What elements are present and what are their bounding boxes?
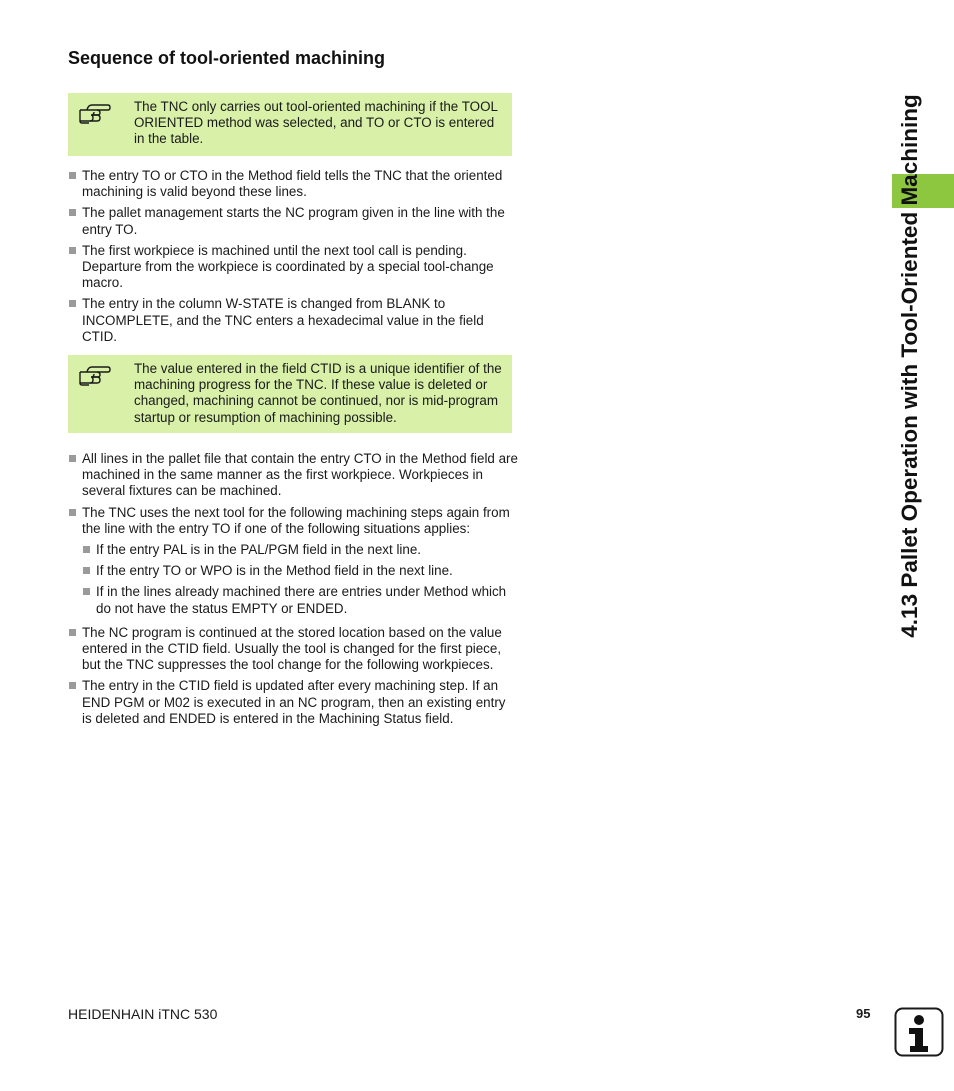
bullet-square-icon [69, 172, 76, 179]
note-box-2 [68, 355, 512, 433]
bullet-list-1 [68, 168, 518, 350]
list-item: The entry in the column W-STATE is changed from BLANK to INCOMPLETE, and the TNC enters a hexadecimal value in the field CTID. [68, 296, 518, 345]
section-heading: Sequence of tool-oriented machining [68, 48, 386, 68]
sub-list [68, 542, 518, 617]
bullet-square-icon [69, 209, 76, 216]
sub-list-item: If the entry TO or WPO is in the Method field in the next line. [82, 563, 518, 579]
pointing-hand-icon [78, 101, 112, 125]
bullet-square-icon [69, 455, 76, 462]
note-box-1 [68, 93, 512, 156]
bullet-square-icon [69, 247, 76, 254]
bullet-square-icon [83, 546, 90, 553]
note-text-2: The value entered in the field CTID is a unique identifier of the machining progress for the TNC. If these value is deleted or changed, machining cannot be continued, nor is mid-program startup or resumption of machining possible. [134, 361, 502, 425]
footer-product: HEIDENHAIN iTNC 530 [68, 1006, 218, 1022]
list-item: All lines in the pallet file that contain the entry CTO in the Method field are machined in the same manner as the first workpiece. Workpieces in several fixtures can be machined. [68, 451, 518, 500]
bullet-square-icon [69, 682, 76, 689]
list-item: The first workpiece is machined until the next tool call is pending. Departure from the workpiece is coordinated by a special tool-change macro. [68, 243, 518, 292]
bullet-square-icon [69, 300, 76, 307]
bullet-list-2 [68, 451, 518, 732]
note-text-1: The TNC only carries out tool-oriented machining if the TOOL ORIENTED method was selected, and TO or CTO is entered in the table. [134, 99, 498, 147]
list-item: The TNC uses the next tool for the following machining steps again from the line with the entry TO if one of the following situations applies: [68, 505, 518, 537]
sub-list-item: If in the lines already machined there are entries under Method which do not have the status EMPTY or ENDED. [82, 584, 518, 616]
chapter-side-title: 4.13 Pallet Operation with Tool-Oriented Machining [897, 94, 922, 638]
info-icon [894, 1007, 944, 1057]
bullet-square-icon [69, 509, 76, 516]
pointing-hand-icon [78, 363, 112, 387]
list-item: The NC program is continued at the stored location based on the value entered in the CTID field. Usually the tool is changed for the first piece, but the TNC suppresses the tool change for the following workpieces. [68, 625, 518, 674]
list-item: The entry TO or CTO in the Method field tells the TNC that the oriented machining is valid beyond these lines. [68, 168, 518, 200]
bullet-square-icon [83, 567, 90, 574]
page-number: 95 [856, 1006, 871, 1021]
bullet-square-icon [83, 588, 90, 595]
sub-list-item: If the entry PAL is in the PAL/PGM field in the next line. [82, 542, 518, 558]
bullet-square-icon [69, 629, 76, 636]
list-item: The pallet management starts the NC program given in the line with the entry TO. [68, 205, 518, 237]
list-item: The entry in the CTID field is updated after every machining step. If an END PGM or M02 is executed in an NC program, then an existing entry is deleted and ENDED is entered in the Machining Status field. [68, 678, 518, 727]
